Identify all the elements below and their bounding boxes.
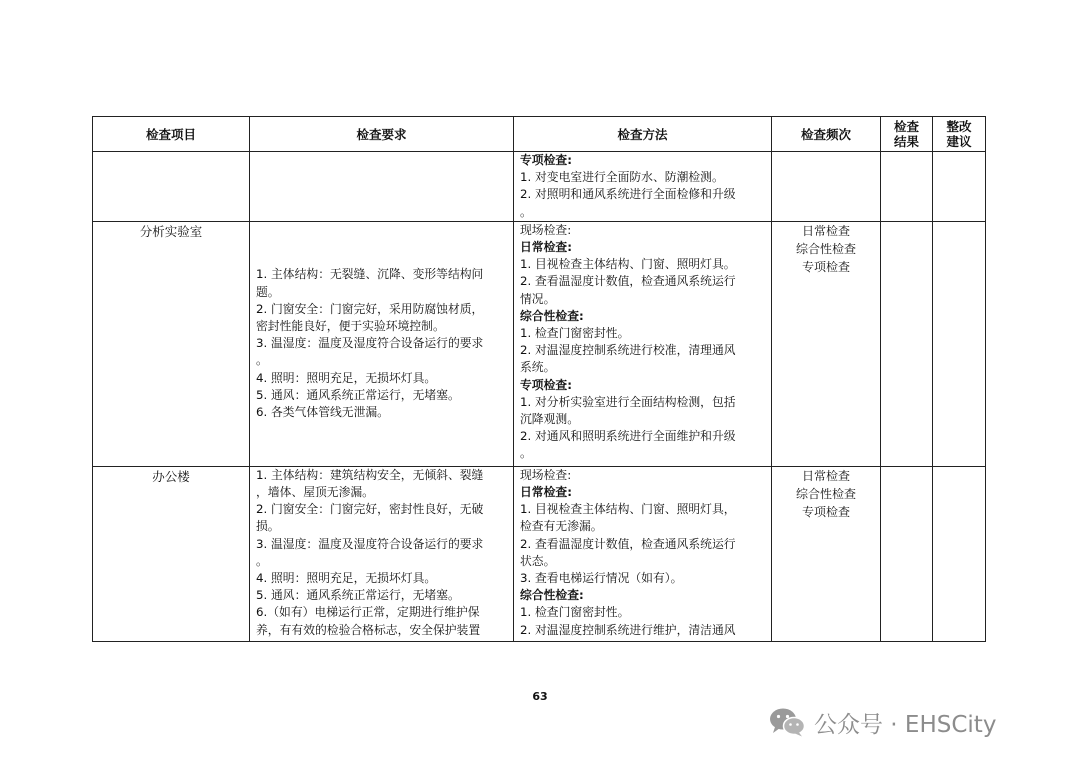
method-line: 系统。 — [520, 360, 556, 375]
method-line: 1. 检查门窗密封性。 — [520, 605, 630, 620]
header-check-frequency — [772, 117, 881, 152]
method-heading: 专项检查: — [520, 377, 572, 392]
frequency-line: 日常检查 — [801, 468, 850, 483]
method-line: 。 — [520, 446, 532, 461]
method-heading: 日常检查: — [520, 240, 572, 255]
result-cell — [881, 466, 933, 641]
requirement-line: 1. 主体结构：无裂缝、沉降、变形等结构问 — [256, 267, 484, 282]
watermark — [768, 704, 996, 740]
method-line: 3. 查看电梯运行情况（如有）。 — [520, 571, 683, 586]
method-line: 1. 检查门窗密封性。 — [520, 326, 630, 341]
header-text: 检查项目 — [145, 126, 196, 142]
header-check-result — [881, 117, 933, 152]
requirement-line: 3. 温湿度：温度及湿度符合设备运行的要求 — [256, 336, 484, 351]
check-item-cell — [93, 152, 250, 222]
suggestion-cell — [933, 221, 986, 466]
requirement-line: 4. 照明：照明充足，无损坏灯具。 — [256, 370, 437, 385]
header-text: 建议 — [946, 134, 972, 149]
requirement-cell — [250, 466, 514, 641]
header-text: 检查方法 — [617, 126, 668, 142]
result-cell — [881, 152, 933, 222]
requirement-cell — [250, 221, 514, 466]
method-cell — [514, 152, 772, 222]
requirement-line: 密封性能良好，便于实验环境控制。 — [256, 319, 445, 333]
header-text: 检查要求 — [356, 126, 407, 142]
method-line: 现场检查: — [520, 222, 572, 237]
method-line: 情况。 — [520, 291, 556, 306]
method-line: 现场检查: — [520, 467, 572, 482]
frequency-line: 日常检查 — [801, 223, 850, 238]
method-line: 1. 对变电室进行全面防水、防潮检测。 — [520, 170, 724, 185]
check-item-cell: 办公楼 — [93, 466, 250, 641]
method-line: 检查有无渗漏。 — [520, 519, 603, 534]
requirement-line: 3. 温湿度：温度及湿度符合设备运行的要求 — [256, 536, 484, 551]
inspection-table — [92, 116, 986, 642]
method-heading: 综合性检查: — [520, 588, 584, 603]
method-heading: 专项检查: — [520, 153, 572, 167]
method-line: 2. 对温湿度控制系统进行校准，清理通风 — [520, 343, 736, 358]
requirement-line: 。 — [256, 353, 268, 368]
page-number: 63 — [532, 690, 548, 703]
header-check-item — [93, 117, 250, 152]
table-row — [93, 152, 986, 222]
header-rectification-suggestion — [933, 117, 986, 152]
frequency-line: 综合性检查 — [795, 241, 856, 256]
requirement-line: 题。 — [256, 284, 280, 299]
frequency-line: 专项检查 — [801, 504, 850, 519]
requirement-line: 6. 各类气体管线无泄漏。 — [256, 405, 389, 420]
method-line: 2. 查看温湿度计数值，检查通风系统运行 — [520, 274, 736, 289]
method-line: 沉降观测。 — [520, 412, 579, 427]
frequency-line: 综合性检查 — [795, 486, 856, 501]
header-check-requirement — [250, 117, 514, 152]
requirement-line: 。 — [256, 553, 268, 568]
frequency-line: 专项检查 — [801, 259, 850, 274]
requirement-line: 5. 通风：通风系统正常运行，无堵塞。 — [256, 387, 460, 402]
table-row — [93, 466, 986, 641]
table-row — [93, 221, 986, 466]
wechat-icon — [768, 706, 806, 738]
requirement-line: 6.（如有）电梯运行正常，定期进行维护保 — [256, 605, 480, 620]
header-text: 检查频次 — [800, 126, 851, 142]
frequency-cell — [772, 221, 881, 466]
suggestion-cell — [933, 152, 986, 222]
requirement-line: 1. 主体结构：建筑结构安全，无倾斜、裂缝 — [256, 467, 484, 482]
frequency-cell — [772, 152, 881, 222]
method-cell — [514, 466, 772, 641]
frequency-cell — [772, 466, 881, 641]
table-header-row — [93, 117, 986, 152]
requirement-cell — [250, 152, 514, 222]
header-text: 结果 — [893, 134, 919, 149]
requirement-line: 损。 — [256, 519, 280, 534]
method-heading: 综合性检查: — [520, 308, 584, 323]
requirement-line: 2. 门窗安全：门窗完好，密封性良好，无破 — [256, 502, 484, 517]
suggestion-cell — [933, 466, 986, 641]
requirement-line: 5. 通风：通风系统正常运行，无堵塞。 — [256, 588, 460, 603]
requirement-line: ，墙体、屋顶无渗漏。 — [256, 485, 374, 500]
method-line: 。 — [520, 204, 532, 219]
method-cell — [514, 221, 772, 466]
method-line: 1. 目视检查主体结构、门窗、照明灯具， — [520, 502, 736, 517]
check-item-cell: 分析实验室 — [93, 221, 250, 466]
method-line: 2. 对通风和照明系统进行全面维护和升级 — [520, 429, 736, 444]
header-text: 整改 — [946, 119, 972, 134]
requirement-line: 2. 门窗安全：门窗完好，采用防腐蚀材质， — [256, 301, 484, 316]
requirement-line: 养，有有效的检验合格标志，安全保护装置 — [256, 622, 481, 637]
method-line: 2. 对温湿度控制系统进行维护，清洁通风 — [520, 622, 736, 637]
header-text: 检查 — [893, 119, 919, 134]
method-line: 2. 查看温湿度计数值，检查通风系统运行 — [520, 536, 736, 551]
method-line: 2. 对照明和通风系统进行全面检修和升级 — [520, 187, 736, 202]
result-cell — [881, 221, 933, 466]
method-heading: 日常检查: — [520, 485, 572, 500]
method-line: 1. 对分析实验室进行全面结构检测，包括 — [520, 394, 736, 409]
requirement-line: 4. 照明：照明充足，无损坏灯具。 — [256, 571, 437, 586]
method-line: 状态。 — [520, 553, 556, 568]
method-line: 1. 目视检查主体结构、门窗、照明灯具。 — [520, 257, 736, 272]
watermark-text: 公众号 · EHSCity — [814, 711, 997, 738]
header-check-method — [514, 117, 772, 152]
